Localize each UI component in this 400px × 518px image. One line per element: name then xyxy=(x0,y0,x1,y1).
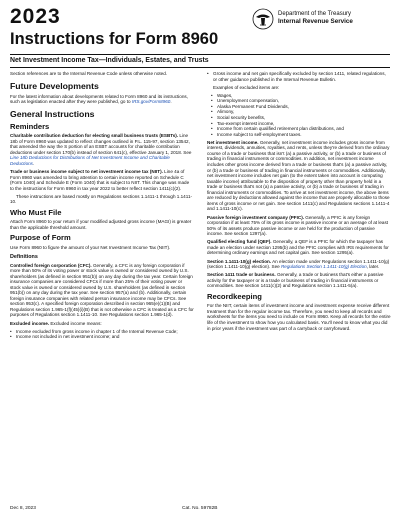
reminder-niit xyxy=(10,169,194,191)
list-item: • Alimony, xyxy=(207,109,391,115)
excluded-list xyxy=(10,329,194,340)
future-text: For the latest information about developments related to Form 8960 and its instructions, such as legislation enacted after they were published, go to xyxy=(10,93,188,105)
list-item: • Income from certain qualified retirement plan distributions, and xyxy=(207,126,391,132)
reminder-niit-title: Trade or business income subject to net investment income tax (NIIT). xyxy=(10,169,163,175)
qef-term: Qualified electing fund (QEF). xyxy=(207,239,272,245)
agency-block xyxy=(252,8,392,30)
cfc-term: Controlled foreign corporation (CFC). xyxy=(10,262,92,268)
agency-name xyxy=(278,10,353,26)
cfc-definition xyxy=(10,263,194,318)
election-text: An election made under Regulations section 1.1411-10(g) (section 1.1411-10(g) election). See xyxy=(207,258,390,270)
election-link[interactable]: Regulations Section 1.1411-10(g) Election xyxy=(280,264,367,270)
heading-recordkeeping: Recordkeeping xyxy=(207,291,262,301)
who-paragraph: Attach Form 8960 to your return if your modified adjusted gross income (MAGI) is greater than the applicable threshold amount. xyxy=(10,219,192,230)
future-paragraph xyxy=(10,94,194,105)
list-item: • Income not included in net investment income; and xyxy=(10,334,194,340)
heading-who-must-file: Who Must File xyxy=(10,207,62,217)
form-subtitle: Net Investment Income Tax—Individuals, Estates, and Trusts xyxy=(10,57,209,64)
list-item: • Social security benefits, xyxy=(207,115,391,121)
reminder-esbt-link[interactable]: Line 18b Deductions for Distributions of Net Investment Income and Charitable Deductions xyxy=(10,155,170,166)
reminder-niit-text: Line 4a of Form 8960 was amended to bring attention to certain income reported on Schedule C (Form 1040) and Schedule E (Form 1040) that is subject to NIIT. This change was made to the instructions for Form 8960 in tax year 2022 to better reflect section 1411(c)(2). xyxy=(10,169,190,191)
nii-definition xyxy=(207,140,391,212)
heading-reminders: Reminders xyxy=(10,121,50,131)
election-definition xyxy=(207,259,391,270)
footer-catalog-number: Cat. No. 59782B xyxy=(182,506,218,511)
recordkeeping-paragraph: For the NIIT, certain items of investment income and investment expense receive different treatment than for the regular income tax. Therefore, you need to keep all records and worksheets for the items you need to include on Form 8960. Keep all records for the entire life of the investment to show how you calculated basis. You'll need to know what you did in prior years if the investment was part of a carryback or carryforward. xyxy=(207,303,391,331)
trade-business-definition xyxy=(207,272,391,289)
form-year-text: 2023 xyxy=(10,5,61,28)
page-title: Instructions for Form 8960 xyxy=(10,30,219,48)
qef-text: Generally, a QEF is a PFIC for which the taxpayer has made an election under section 1295(b) and the PFIC complies with IRS requirements for determining ordinary earnings and net capital gain. See section 1295(a). xyxy=(207,239,389,256)
examples-list xyxy=(207,93,391,137)
list-item: • Gross income and net gain specifically excluded by section 1411, related regulations, or other guidance published in the Internal Revenue Bulletin. xyxy=(207,71,391,82)
examples-intro: Examples of excluded items are: xyxy=(213,84,280,90)
list-item: • Income excluded from gross income in chapter 1 of the Internal Revenue Code; xyxy=(10,329,194,335)
excluded-term: Excluded income. xyxy=(10,320,50,326)
heading-general-instructions: General Instructions xyxy=(10,108,95,119)
subtitle-bar xyxy=(10,54,390,68)
agency-line-treasury: Department of the Treasury xyxy=(278,11,352,17)
election-term: Section 1.1411-10(g) election. xyxy=(207,258,272,264)
excluded-text: Excluded income means: xyxy=(49,320,102,326)
list-item: • Income subject to self-employment taxes. xyxy=(207,132,391,138)
form-year xyxy=(10,6,61,28)
trade-business-text: Generally, a trade or business that's either a passive activity for the taxpayer or is a trade or business of trading in financial instruments or commodities. See section 1411(c)(2) and Regulations section 1.1411-5(a). xyxy=(207,272,384,289)
purpose-paragraph: Use Form 8960 to figure the amount of your Net Investment Income Tax (NIIT). xyxy=(10,244,171,250)
pfic-definition xyxy=(207,215,391,237)
pfic-term: Passive foreign investment company (PFIC). xyxy=(207,214,305,220)
list-item: • Alaska Permanent Fund Dividends, xyxy=(207,104,391,110)
pfic-text: Generally, a PFIC is any foreign corporation if at least 75% of its gross income is passive income or an average of at least 50% of its assets produce passive income or are held for the production of passive income. See section 1297(a). xyxy=(207,214,389,237)
footer-date: Dec 8, 2023 xyxy=(10,506,36,511)
future-link[interactable]: IRS.gov/Form8960 xyxy=(131,99,171,105)
right-column xyxy=(207,71,391,334)
list-item: • Tax-exempt interest income, xyxy=(207,121,391,127)
agency-line-irs: Internal Revenue Service xyxy=(278,18,353,25)
list-item: • Unemployment compensation, xyxy=(207,98,391,104)
heading-future-developments: Future Developments xyxy=(10,80,99,91)
heading-definitions: Definitions xyxy=(10,253,38,260)
treasury-eagle-logo xyxy=(252,8,274,30)
nii-term: Net investment income. xyxy=(207,139,259,145)
list-item: • Wages, xyxy=(207,93,391,99)
heading-purpose: Purpose of Form xyxy=(10,233,71,243)
reminder-regulations: These instructions are based mostly on Regulations sections 1.1411-1 through 1.1411-10. xyxy=(10,193,193,205)
future-end: . xyxy=(170,99,172,105)
excluded-list-continued xyxy=(207,71,391,82)
reminder-esbt xyxy=(10,133,194,166)
reminder-esbt-text: Line 18b of Form 8960 was updated to reflect changes outlined in P.L. 115-97, section 13542, that amended the way the S portion of an ESBT accounts for charitable contribution deductions under section 170(b) instead of section 641(c), effective January 1, 2018. See xyxy=(10,133,192,155)
cfc-text: Generally, a CFC is any foreign corporation if more than 50% of its voting power or stock value is owned or considered owned by U.S. shareholders (as defined in section 951(b)) on any day during the tax year. Certain foreign insurance companies are considered CFCs if more than 25% of their voting power or stock value is owned or considered owned by U.S. shareholders (as defined in section 951(b)) on any day during the tax year. See section 957(a) and (b). Additionally, certain foreign insurance companies with related person insurance income may be CFCs. See section 953(c). A specified foreign corporation described in section 965(e)(1)(B) and Regulations section 1.965-1(f)(45)(i)(B) that is not otherwise a CFC is treated as a CFC for purposes of Regulations section 1.1411-10. See Regulations section 1.965-1(d). xyxy=(10,262,194,318)
reminder-esbt-title: Charitable contribution deduction for electing small business trusts (ESBTs). xyxy=(10,133,179,139)
excluded-income-definition xyxy=(10,321,194,327)
election-end: , later. xyxy=(366,264,380,270)
reminder-esbt-end: . xyxy=(32,160,35,166)
intro-note: Section references are to the Internal Revenue Code unless otherwise noted. xyxy=(10,71,168,76)
qef-definition xyxy=(207,239,391,256)
nii-text: Generally, net investment income includes gross income from interest, dividends, annuities, royalties, and rents, unless they're derived from the ordinary course of a trade or business that isn't (a) a passive activity, or (b) a trade or business of trading in financial instruments or commodities. In addition, net investment income includes other gross income derived from a trade or business that's (a) a passive activity, or (b) a trade or business of trading in financial instruments or commodities. Additionally, net investment income includes net gain (to the extent taken into account in computing taxable income) attributable to the disposition of property other than property held in a trade or business that's not (a) a passive activity, or (b) a trade or business of trading in financial instruments or commodities. To arrive at net investment income, the above items are reduced by deductions allowed against the income that are properly allocable to those items of gross income or net gain. See section 1411(c) and Regulations sections 1.1411-4 and 1.1411-10(c). xyxy=(207,139,390,212)
trade-business-term: Section 1411 trade or business. xyxy=(207,272,276,278)
left-column xyxy=(10,71,194,342)
